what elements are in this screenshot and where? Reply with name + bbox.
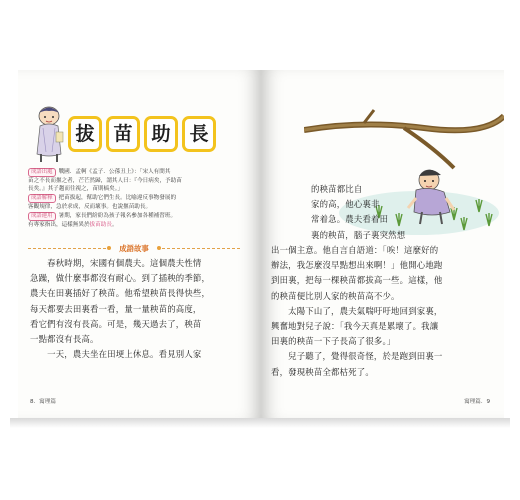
usage-section [28, 212, 238, 229]
story-line: 春秋時期，宋國有個農夫。這個農夫性情 [30, 258, 202, 268]
story-line: 到田裏，把每一棵秧苗都拔高一些。這樣，他 [271, 275, 443, 286]
title-char: 苗 [106, 116, 140, 152]
idiom-title [68, 116, 216, 150]
meaning-section [28, 194, 238, 211]
title-char: 助 [144, 116, 178, 152]
story-line: 一點都沒有長高。 [30, 334, 99, 345]
story-line: 興奮地對兒子說：「我今天真是累壞了。我讓 [271, 321, 439, 332]
story-line: 的秧苗便比別人家的秧苗高不少。 [271, 290, 400, 301]
story-line: 田裏的秧苗一下子長高了很多。」 [271, 336, 396, 347]
open-book [18, 70, 504, 420]
meaning-tag: 成語解釋 [28, 194, 56, 203]
scholar-boy-illustration [32, 104, 66, 164]
story-line: 看它們有沒有長高。可是，幾天過去了，秧苗 [30, 318, 202, 329]
usage-tag: 成語運用 [28, 212, 56, 221]
book-shadow [10, 418, 510, 428]
usage-text: 暑期，家長們紛紛為孩子報名參加各種補習班。 [58, 213, 177, 219]
story-text-right-short [311, 182, 405, 243]
usage-text: 有專家指出，這樣無異於 [28, 222, 90, 228]
story-text-left [30, 256, 210, 362]
story-line: 常着急。農夫看着田 [311, 214, 389, 225]
left-page [18, 70, 261, 420]
title-char: 拔 [68, 116, 102, 152]
meaning-text: 把苗拔起，幫助它們生長。比喻違反事物發展的 [58, 195, 177, 201]
story-text-right [271, 243, 443, 380]
story-line: 家的高，他心裏非 [311, 199, 380, 210]
story-line: 辦法，我怎麼沒早點想出來啊！」他開心地跑 [271, 260, 443, 271]
story-line: 太陽下山了，農夫氣喘吁吁地回到家裏， [271, 305, 443, 316]
story-line: 看，發現秧苗全都枯死了。 [271, 366, 374, 377]
story-heading [28, 243, 240, 253]
story-line: 每天都要去田裏看一看，量一量秧苗的高度， [30, 303, 202, 314]
source-section [28, 168, 238, 193]
story-line: 兒子聽了，覺得很奇怪，於是跑到田裏一 [271, 351, 443, 362]
source-text: 長矣。』其子趨而往視之，苗則槁矣。」 [28, 186, 124, 193]
left-page-footer: 8．寓理篇 [30, 399, 56, 405]
source-text: 戰國．孟軻《孟子．公孫丑上》：「宋人有閔其 [58, 169, 171, 175]
story-line: 裏的秧苗，腦子裏突然想 [311, 229, 406, 240]
source-text: 苗之不長而揠之者，芒芒然歸，謂其人曰：『今日病矣，予助苗 [28, 178, 182, 184]
usage-highlight: 拔苗助長 [89, 222, 112, 228]
story-heading-text: 成語故事 [119, 244, 149, 253]
story-line: 出一個主意。他自言自語道：「唉！這麼好的 [271, 245, 439, 255]
usage-text: 。 [111, 222, 118, 228]
right-page [261, 70, 504, 420]
meaning-text: 客觀規律，急於求成，反而壞事。也說揠苗助長。 [28, 204, 152, 210]
source-tag: 成語出處 [28, 168, 56, 177]
story-line: 的秧苗都比自 [311, 184, 363, 194]
story-line: 農夫在田裏插好了秧苗。他希望秧苗長得快些， [30, 288, 211, 299]
title-char: 長 [182, 116, 216, 152]
story-line: 急躁，做什麼事都沒有耐心。到了插秧的季節， [30, 273, 211, 284]
right-page-footer: 寓理篇．9 [464, 399, 490, 405]
story-line: 一天，農夫坐在田埂上休息。看見別人家 [30, 349, 202, 360]
